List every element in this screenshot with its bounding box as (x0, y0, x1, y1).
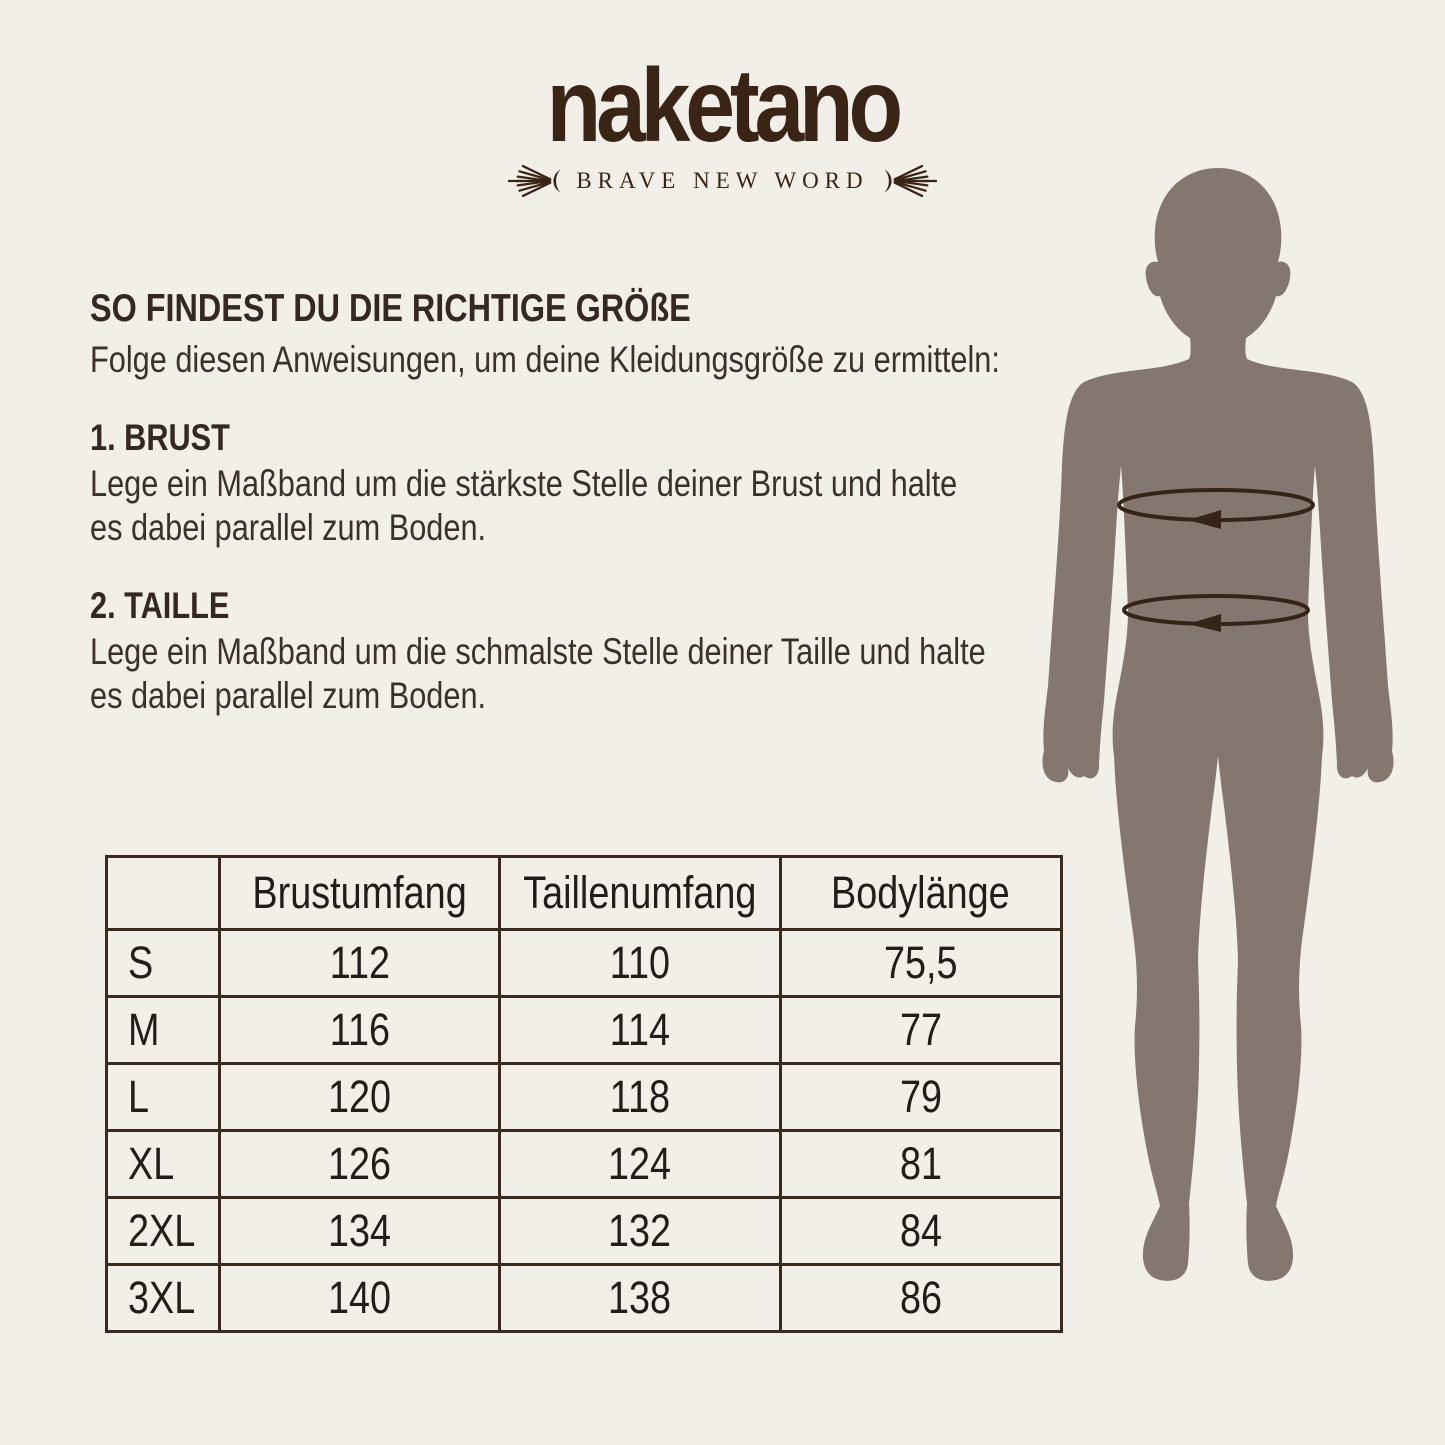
size-label: S (107, 930, 220, 997)
step-1-line-2: es dabei parallel zum Boden. (90, 507, 487, 548)
instructions-column (90, 287, 1000, 718)
value-cell: 79 (780, 1064, 1061, 1131)
value-cell: 134 (220, 1198, 500, 1265)
value-cell: 118 (500, 1064, 781, 1131)
step-2-heading: 2. TAILLE (90, 585, 230, 626)
value-cell: 116 (220, 997, 500, 1064)
step-2-line-1: Lege ein Maßband um die schmalste Stelle deiner Taille und halte (90, 631, 986, 672)
step-1-line-1: Lege ein Maßband um die stärkste Stelle deiner Brust und halte (90, 463, 958, 504)
table-row-m (107, 997, 1062, 1064)
value-cell: 77 (780, 997, 1061, 1064)
table-row-3xl (107, 1265, 1062, 1332)
header-empty-cell (107, 857, 220, 930)
step-2-line-2: es dabei parallel zum Boden. (90, 675, 487, 716)
step-1-text (90, 462, 986, 550)
size-table-header-row (107, 857, 1062, 930)
size-label: M (107, 997, 220, 1064)
page-title: SO FINDEST DU DIE RICHTIGE GRÖßE (90, 287, 691, 330)
step-2-text (90, 630, 986, 718)
size-label: 3XL (107, 1265, 220, 1332)
value-cell: 126 (220, 1131, 500, 1198)
brand-tagline: BRAVE NEW WORD (576, 168, 869, 193)
table-row-s (107, 930, 1062, 997)
value-cell: 112 (220, 930, 500, 997)
header-taillenumfang: Taillenumfang (500, 857, 781, 930)
value-cell: 138 (500, 1265, 781, 1332)
value-cell: 110 (500, 930, 781, 997)
value-cell: 132 (500, 1198, 781, 1265)
intro-subtitle: Folge diesen Anweisungen, um deine Kleidungsgröße zu ermitteln: (90, 339, 1000, 380)
size-label: L (107, 1064, 220, 1131)
value-cell: 124 (500, 1131, 781, 1198)
size-label: XL (107, 1131, 220, 1198)
value-cell: 140 (220, 1265, 500, 1332)
value-cell: 114 (500, 997, 781, 1064)
size-label: 2XL (107, 1198, 220, 1265)
header-bodylaenge: Bodylänge (780, 857, 1061, 930)
wing-ornament-right-icon (879, 160, 937, 202)
wing-ornament-left-icon (508, 160, 566, 202)
table-row-l (107, 1064, 1062, 1131)
value-cell: 86 (780, 1265, 1061, 1332)
wing-crescent (554, 170, 561, 193)
value-cell: 75,5 (780, 930, 1061, 997)
body-silhouette-figure (1040, 166, 1410, 1286)
step-1-heading: 1. BRUST (90, 417, 230, 458)
size-table (105, 855, 1063, 1333)
value-cell: 120 (220, 1064, 500, 1131)
value-cell: 81 (780, 1131, 1061, 1198)
brand-wordmark: naketano (546, 48, 899, 164)
header-brustumfang: Brustumfang (220, 857, 500, 930)
body-silhouette (1043, 168, 1394, 1281)
table-row-xl (107, 1131, 1062, 1198)
value-cell: 84 (780, 1198, 1061, 1265)
table-row-2xl (107, 1198, 1062, 1265)
